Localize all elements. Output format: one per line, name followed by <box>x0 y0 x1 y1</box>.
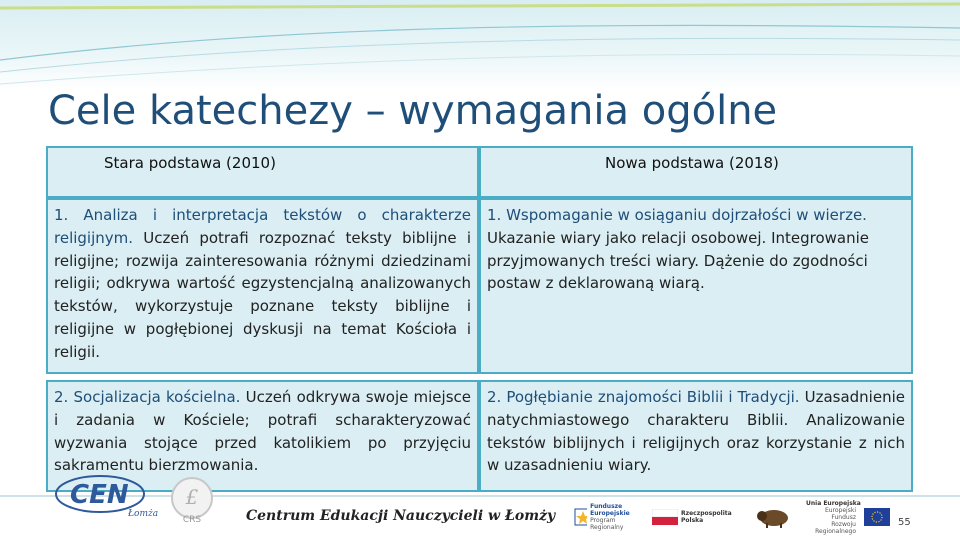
ue-badge <box>806 499 892 535</box>
header-new-curriculum <box>479 146 913 198</box>
bison-logo <box>752 506 798 528</box>
rp-text: Rzeczpospolita Polska <box>681 510 732 524</box>
row2-new-title: 2. Pogłębianie znajomości Biblii i Tradycji. <box>487 388 800 406</box>
rp-badge <box>652 506 742 528</box>
crs-logo-icon <box>168 474 218 526</box>
cen-logo-text: CEN <box>70 480 129 510</box>
row1-old-cell <box>46 198 479 374</box>
header-old-label: Stara podstawa (2010) <box>104 154 276 172</box>
footer-institution-name: Centrum Edukacji Nauczycieli w Łomży <box>246 508 556 524</box>
ue-text: Unia Europejska <box>806 499 861 507</box>
row2-old-text: Uczeń odkrywa swoje miejsce i zadania w Kościele; potrafi scharakteryzować wyzwania stojące przed katolikiem po przyjęciu sakramentu bierzmowania. <box>54 388 471 475</box>
svg-text:£: £ <box>185 485 199 509</box>
eu-flag-icon <box>864 508 890 526</box>
fundusze-text: Fundusze Europejskie <box>590 503 630 517</box>
slide-header-background <box>0 0 960 90</box>
row1-old-title: 1. Analiza i interpretacja tekstów o charakterze religijnym. <box>54 206 471 247</box>
cen-logo <box>52 470 162 526</box>
slide-title: Cele katechezy – wymagania ogólne <box>48 88 778 134</box>
row1-old-text: Uczeń potrafi rozpoznać teksty biblijne i religijne; rozwija zainteresowania różnymi dziedzinami religii; odkrywa wartość egzystencjalną analizowanych tekstów, wykorzystuje poznane teksty biblijne i religijne w pogłębionej dyskusji na temat Kościoła i religii. <box>54 228 471 361</box>
polish-flag-icon <box>652 509 678 525</box>
decorative-swoosh <box>0 0 960 90</box>
header-new-label: Nowa podstawa (2018) <box>605 154 779 172</box>
bison-icon <box>752 506 796 528</box>
fundusze-badge <box>574 503 644 531</box>
crs-logo-text: CRS <box>182 515 202 525</box>
header-old-curriculum <box>46 146 479 198</box>
crs-logo <box>168 474 218 526</box>
cen-logo-icon <box>52 470 162 526</box>
row1-new-cell <box>479 198 913 374</box>
row2-new-text: Uzasadnienie natychmiastowego charakteru Biblii. Analizowanie tekstów biblijnych i religijnych oraz korzystanie z nich w uzasadnieniu wiary. <box>487 388 905 475</box>
row1-new-title: 1. Wspomaganie w osiąganiu dojrzałości w wierze. <box>487 206 867 224</box>
fundusze-star-icon <box>574 508 587 526</box>
row2-new-cell <box>479 380 913 492</box>
ue-sub: Europejski Fundusz Rozwoju Regionalnego <box>815 506 856 535</box>
row2-old-title: 2. Socjalizacja kościelna. <box>54 388 241 406</box>
page-number: 55 <box>898 517 911 528</box>
cen-logo-sub: Łomża <box>128 509 159 519</box>
row1-new-text: Ukazanie wiary jako relacji osobowej. Integrowanie przyjmowanych treści wiary. Dążenie do zgodności postaw z deklarowaną wiarą. <box>487 228 870 293</box>
fundusze-sub: Program Regionalny <box>590 517 624 531</box>
